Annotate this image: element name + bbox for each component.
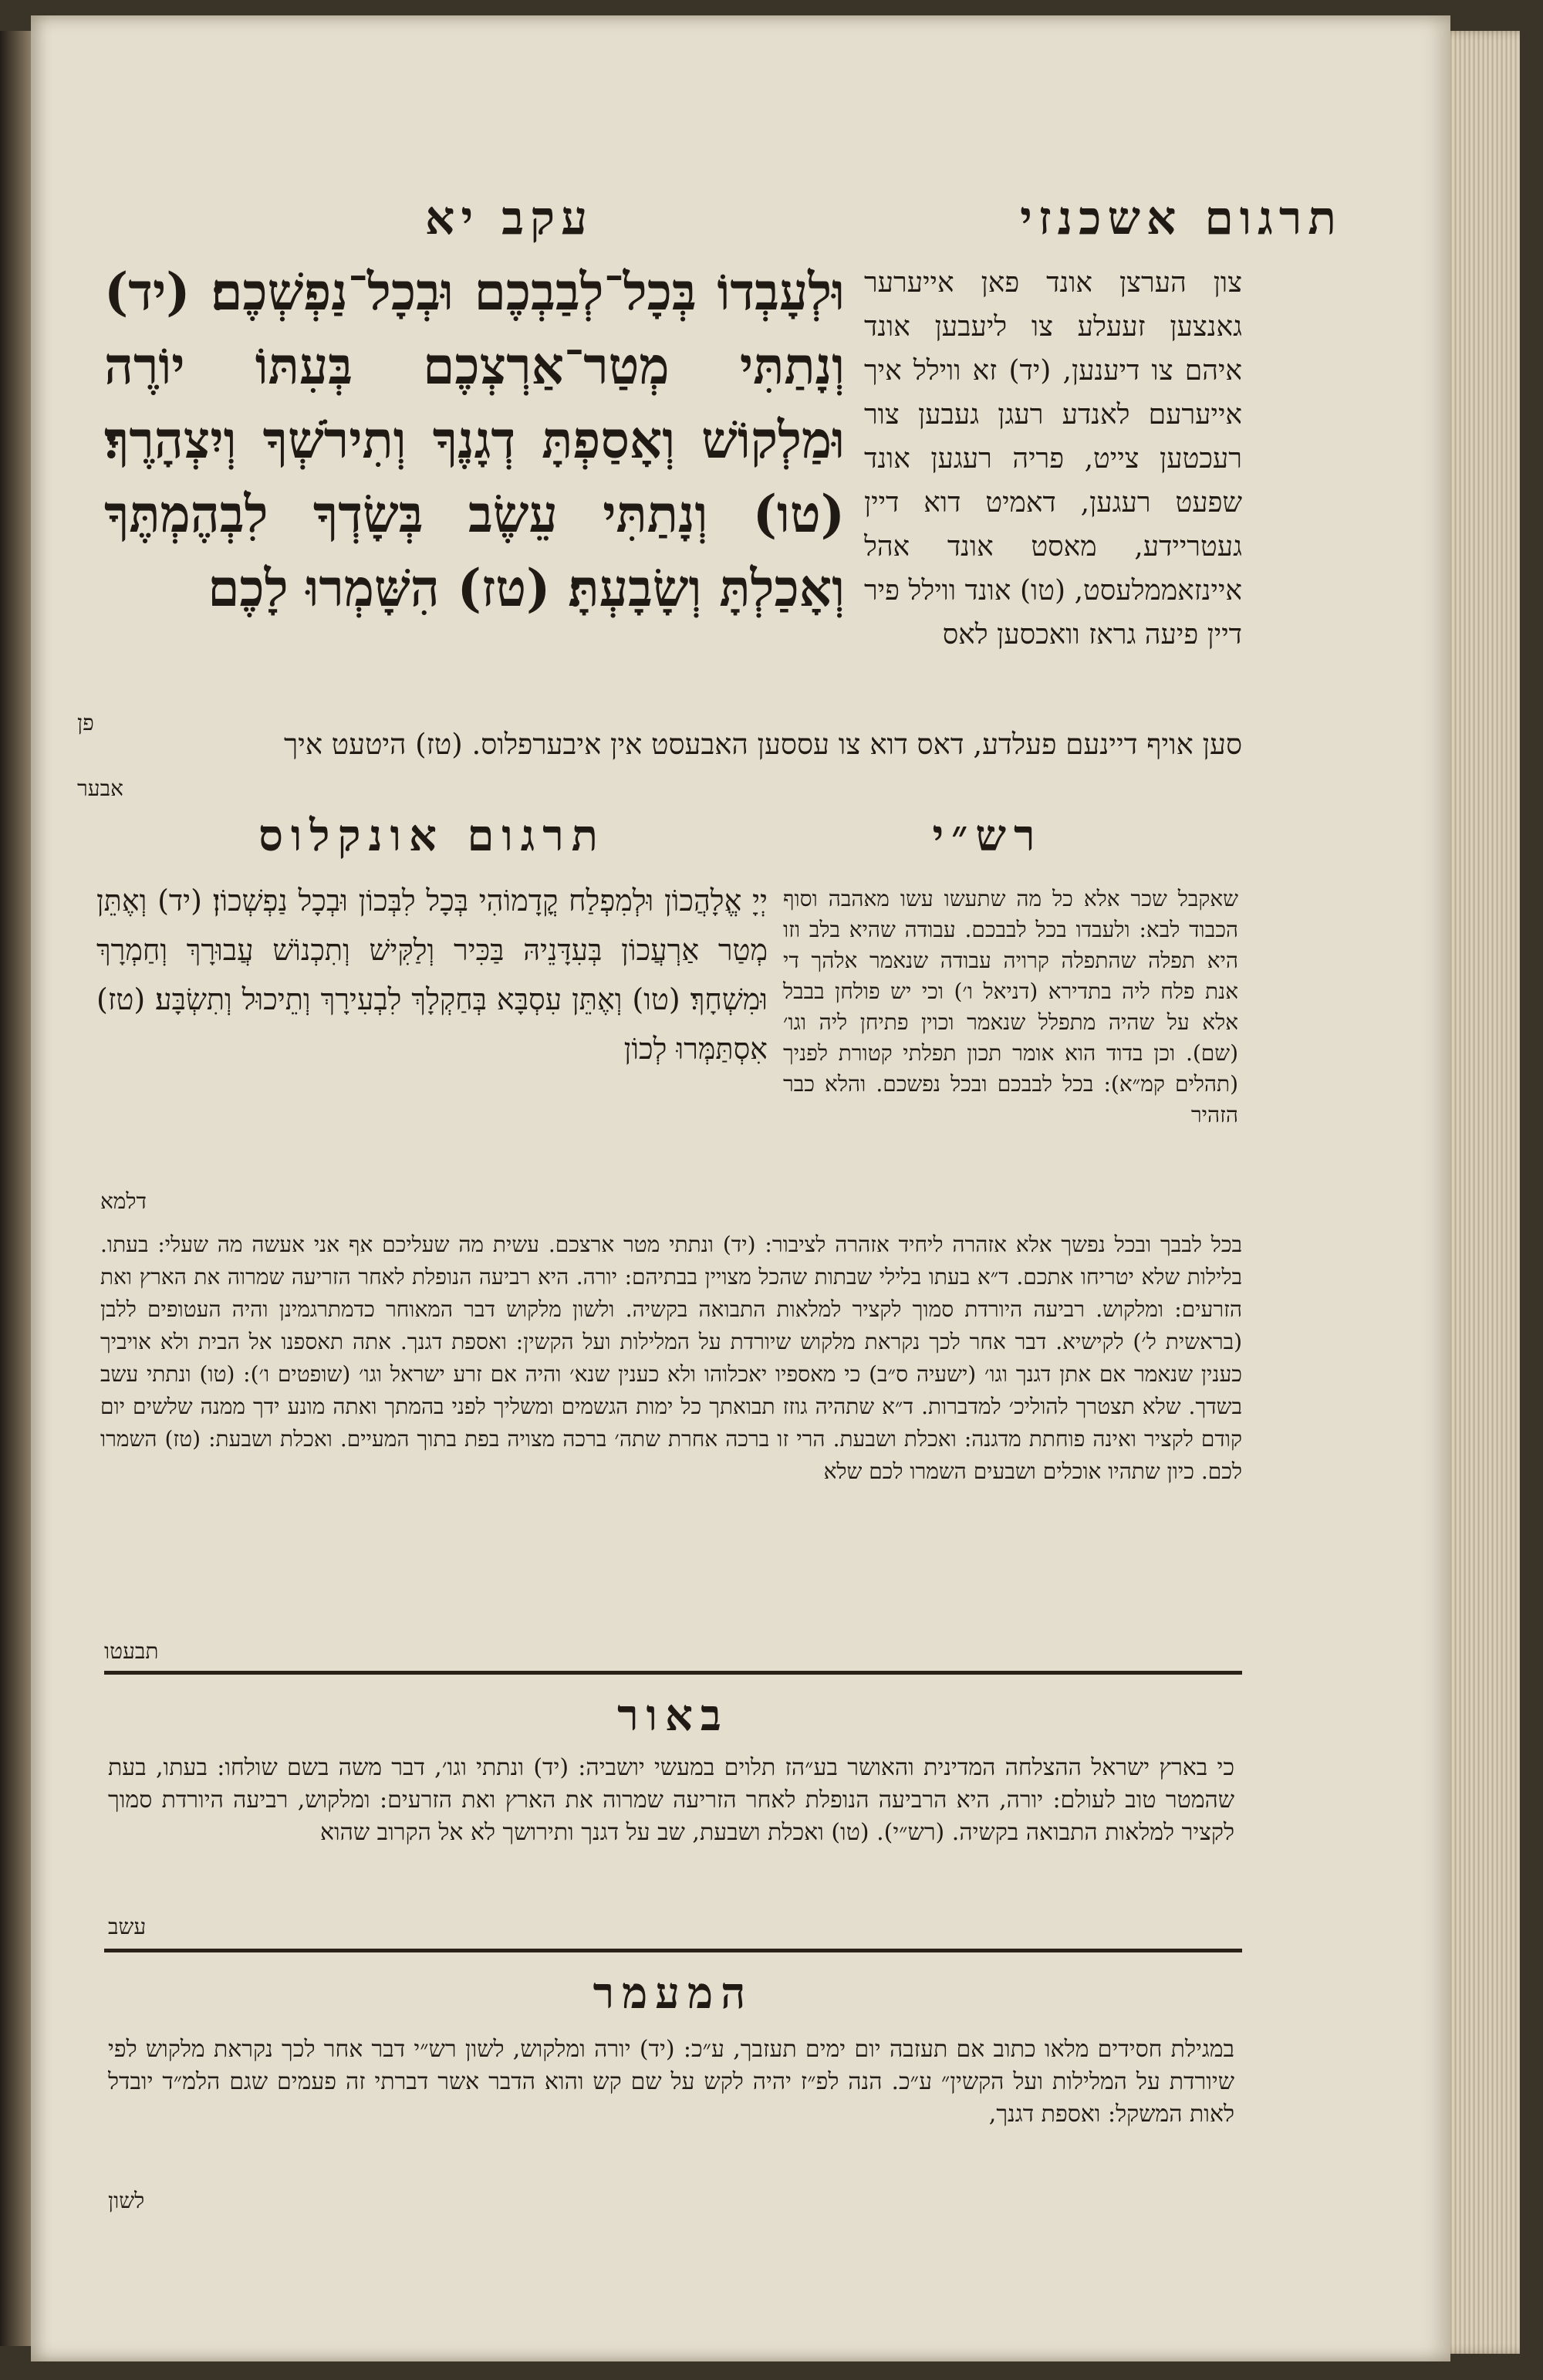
hameamer-title: המעמר [593, 1968, 754, 2019]
rule-above-hameamer [104, 1949, 1242, 1952]
yiddish-catchword: אבער [77, 776, 123, 801]
yiddish-translation-continuation: סען אויף דיינעם פעלדע, דאס דוא צו עססען האבעסט אין איבערפלוס. (טז) היטעט איך [283, 728, 1242, 761]
hameamer-text: במגילת חסידים מלאו כתוב אם תעזבה יום ימים תעזבך, ע״כ: (יד) יורה ומלקוש, לשון רש״י דבר אחר לכך נקראת מלקוש לפי שיורדת על המלילות ועל הקשין״ ע״כ. הנה לפ״ז יהיה לקש על שם קש והוא הדבר אשר דברתי זה פעמים שגם הלמ״ד יובדל לאות המשקל: ואספת דגנך, [108, 2036, 1234, 2128]
rashi-title: רש״י [932, 810, 1043, 861]
biur-title: באור [617, 1690, 729, 1741]
biur-text: כי בארץ ישראל ההצלחה המדינית והאושר בע״הז תלוים במעשי יושביה: (יד) ונתתי וגו׳, דבר משה בשם שולחו: בעתו, בעת שהמטר טוב לעולם: יורה, היא הרביעה הנופלת לאחר הזריעה שמרוה את הארץ ואת הזרעים: ומלקוש, רביעה היורדת סמוך לקציר למלאות התבואה בקשיה. (רש״י). (טו) ואכלת ושבעת, שב על דגנך ותירושך לא אל הקרוב שהוא [108, 1754, 1234, 1846]
hameamer-catchword: לשון [108, 2188, 145, 2213]
onkelos-title: תרגום אונקלוס [258, 810, 606, 861]
rule-above-biur [104, 1671, 1242, 1675]
biur-catchword: עשב [108, 1914, 147, 1939]
book-page [31, 15, 1450, 2361]
hebrew-verse-block: וּלְעָבְדוֹ בְּכָל־לְבַבְכֶם וּבְכָל־נַפְשְׁכֶם׃ (יד) וְנָתַתִּי מְטַר־אַרְצְכֶם בְּעִתּוֹ יוֹרֶה וּמַלְקוֹשׁ וְאָסַפְתָּ דְגָנֶךָ וְתִירֹשְׁךָ וְיִצְהָרֶךָ׃ (טו) וְנָתַתִּי עֵשֶׂב בְּשָׂדְךָ לִבְהֶמְתֶּךָ וְאָכַלְתָּ וְשָׂבָעְתָּ׃ (טז) הִשָּׁמְרוּ לָכֶם [104, 262, 845, 618]
header-right-title: תרגום אשכנזי [1020, 191, 1342, 245]
rashi-column-text: שאקבל שכר אלא כל מה שתעשו עשו מאהבה וסוף הכבוד לבא: ולעבדו בכל לבבכם. עבודה שהיא בלב וזו היא תפלה שהתפלה קרויה עבודה שנאמר אלהך די אנת פלח ליה בתדירא (דניאל ו׳) וכי יש פולחן בבבל אלא על שהיה מתפלל שנאמר וכוין פתיחן ליה וגו׳ (שם). וכן בדוד הוא אומר תכון תפלתי קטורת לפניך (תהלים קמ״א): בכל לבבכם ובכל נפשכם. והלא כבר הזהיר [783, 886, 1238, 1127]
rashi-full-width-text: בכל לבבך ובכל נפשך אלא אזהרה ליחיד אזהרה לציבור: (יד) ונתתי מטר ארצכם. עשית מה שעליכם אף אני אעשה מה שעלי: בעתו. בלילות שלא יטריחו אתכם. ד״א בעתו בלילי שבתות שהכל מצויין בבתיהם: יורה. היא רביעה הנופלת לאחר הזריעה שמרוה את הארץ ואת הזרעים: ומלקוש. רביעה היורדת סמוך לקציר למלאות התבואה בקשיה. ולשון מלקוש דבר המאוחר כדמתרגמינן והיה העטופים ללבן (בראשית ל׳) לקישיא. דבר אחר לכך נקראת מלקוש שיורדת על המלילות ועל הקשין: ואספת דגנך. אתה תאספנו אל הבית ולא אויביך כענין שנאמר אם אתן דגנך וגו׳ (ישעיה ס״ב) כי מאספיו יאכלוהו ולא כענין שנא׳ והיה אם זרע ישראל וגו׳ (שופטים ו׳): (טו) ונתתי עשב בשדך. שלא תצטרך להוליכ׳ למדברות. ד״א שתהיה גוזז תבואתך כל ימות הגשמים ומשליך לפני בהמתך ואתה מונע ידך ממנה שלשים יום קודם לקציר ואינה פוחתת מדגנה: ואכלת ושבעת. הרי זו ברכה אחרת שתה׳ ברכה מצויה בפת בתוך המעיים. ואכלת ושבעת: (טז) השמרו לכם. כיון שתהיו אוכלים ושבעים השמרו לכם שלא [100, 1232, 1242, 1484]
rashi-catchword: תבעטו [104, 1638, 159, 1664]
hebrew-catchword: פן [77, 710, 94, 735]
onkelos-text: יְיָ אֱלָהֲכוֹן וּלְמִפְלַח קֳדָמוֹהִי בְּכָל לִבְּכוֹן וּבְכָל נַפְשְׁכוֹן׃ (יד) וְאֶתֵּן מְטַר אַרְעֲכוֹן בְּעִדָּנֵיהּ בַּכִּיר וְלַקִּישׁ וְתִכְנוֹשׁ עֲבוּרָךְ וְחַמְרָךְ וּמִשְׁחָךְ׃ (טו) וְאֶתֵּן עִסְבָּא בְּחַקְלָךְ לִבְעִירָךְ וְתֵיכוּל וְתִשְׂבָּע׃ (טז) אִסְתַּמְּרוּ לְכוֹן [96, 884, 768, 1066]
header-left-title: עקב יא [424, 191, 594, 245]
yiddish-translation-column: צון הערצן אונד פאן אייערער גאנצען זעעלע צו ליעבען אונד איהם צו דיענען, (יד) זא ווילל איך אייערעם לאנדע רעגן געבען צור רעכטען צייט, פריה רעגען אונד שפעט רעגען, דאמיט דוא דיין געטריידע, מאסט אונד אהל איינזאממלעסט, (טו) אונד ווילל פיר דיין פיעה גראז וואכסען לאס [864, 267, 1242, 651]
onkelos-catchword: דלמא [100, 1188, 147, 1214]
